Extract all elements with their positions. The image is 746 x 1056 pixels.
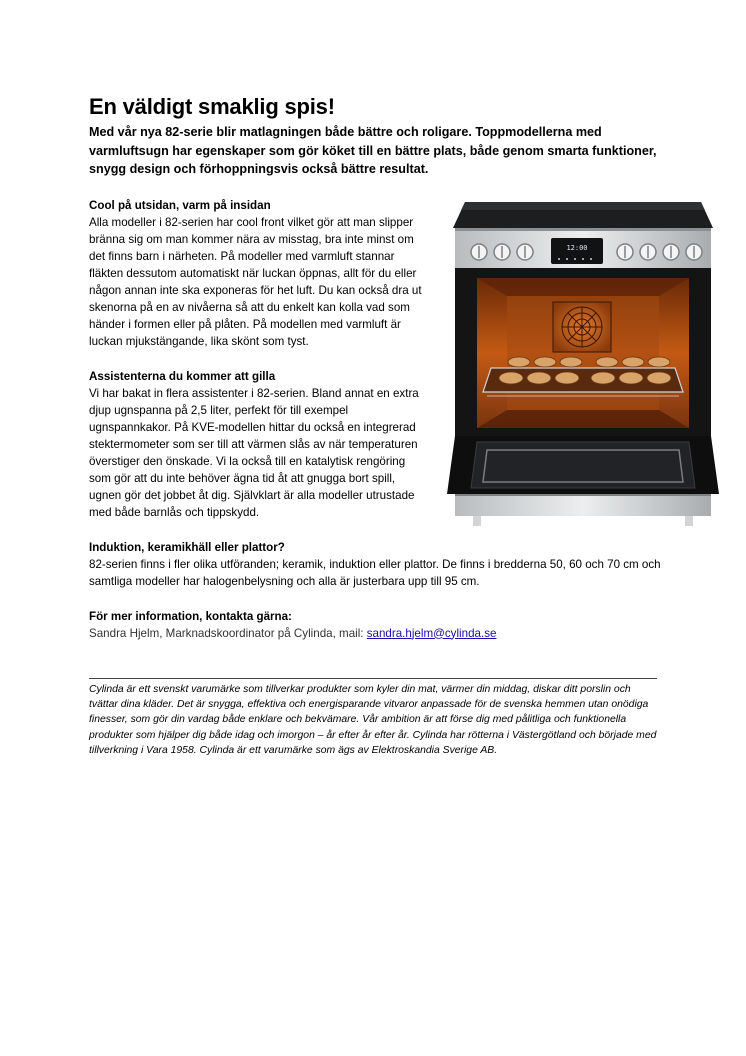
oven-image xyxy=(447,198,719,534)
section-heading: Cool på utsidan, varm på insidan xyxy=(89,198,271,212)
email-link[interactable]: sandra.hjelm@cylinda.se xyxy=(366,626,497,640)
section-heading: Assistenterna du kommer att gilla xyxy=(89,369,276,383)
footer-divider xyxy=(89,678,657,679)
oven-drawer xyxy=(455,494,711,516)
contact-heading: För mer information, kontakta gärna: xyxy=(89,609,292,623)
fan-icon xyxy=(562,307,602,347)
contact-text: Sandra Hjelm, Marknadskoordinator på Cylinda, mail: xyxy=(89,626,367,640)
company-footer: Cylinda är ett svenskt varumärke som tillverkar produkter som kyler din mat, värmer din middag, diskar ditt porslin och tvättar dina kläder. Det är snygga, effektiva och energisparande vitvaror anpassade för de svenska hemmen utan onödiga finesser, som gör din vardag både enklare och bekvämare. Vår ambition är att förse dig med pålitliga och funktionella produkter som hjälper dig både idag och imorgon – år efter år efter år. Cylinda har rötterna i Västergötland och började med tillverkning i Vara 1958. Cylinda är ett varumärke som ägs av Elektroskandia Sverige AB. xyxy=(89,684,657,756)
contact-section xyxy=(89,608,669,642)
section-cool-front xyxy=(89,197,423,350)
page-title: En väldigt smaklig spis! xyxy=(89,94,335,119)
section-body: Vi har bakat in flera assistenter i 82-serien. Bland annat en extra djup ugnspanna på 2,5 liter, perfekt för till exempel ugnspannkakor. På KVE-modellen hittar du också en integrerad stektermometer som ser till att värmen slås av när temperaturen överstiger den önskade. Vi la också till en katalytisk rengöring som gör att du inte behöver ägna tid åt att gnugga bort spill, ugnen gör det jobbet åt dig. Självklart är alla modeller utrustade med både barnlås och tippskydd. xyxy=(89,386,419,519)
contact-line xyxy=(89,625,669,642)
section-heading: Induktion, keramikhäll eller plattor? xyxy=(89,540,285,554)
lead-paragraph: Med vår nya 82-serie blir matlagningen både bättre och roligare. Toppmodellerna med varmluftsugn har egenskaper som gör köket till en bättre plats, både genom smarta funktioner, snygg design och förhoppningsvis också bättre resultat. xyxy=(89,125,657,176)
section-assistants xyxy=(89,368,423,521)
section-body: Alla modeller i 82-serien har cool front vilket gör att man slipper bränna sig om man kommer nära av misstag, bra inte minst om det finns barn i närheten. På modeller med varmluft stannar fläkten dessutom automatiskt när luckan öppnas, allt för du eller någon annan inte ska exponeras för het luft. Du kan också dra ut skenorna på en av nivåerna så att du enkelt kan kolla vad som händer i formen eller på plåten. På modellen med varmluft är luckan mjukstängande, lika skönt som tyst. xyxy=(89,215,422,348)
section-hob-types xyxy=(89,539,669,590)
section-body: 82-serien finns i fler olika utföranden; keramik, induktion eller plattor. De finns i bredderna 50, 60 och 70 cm och samtliga modeller har halogenbelysning och alla är justerbara upp till 95 cm. xyxy=(89,557,661,588)
clock-readout: 12:00 xyxy=(566,244,588,252)
